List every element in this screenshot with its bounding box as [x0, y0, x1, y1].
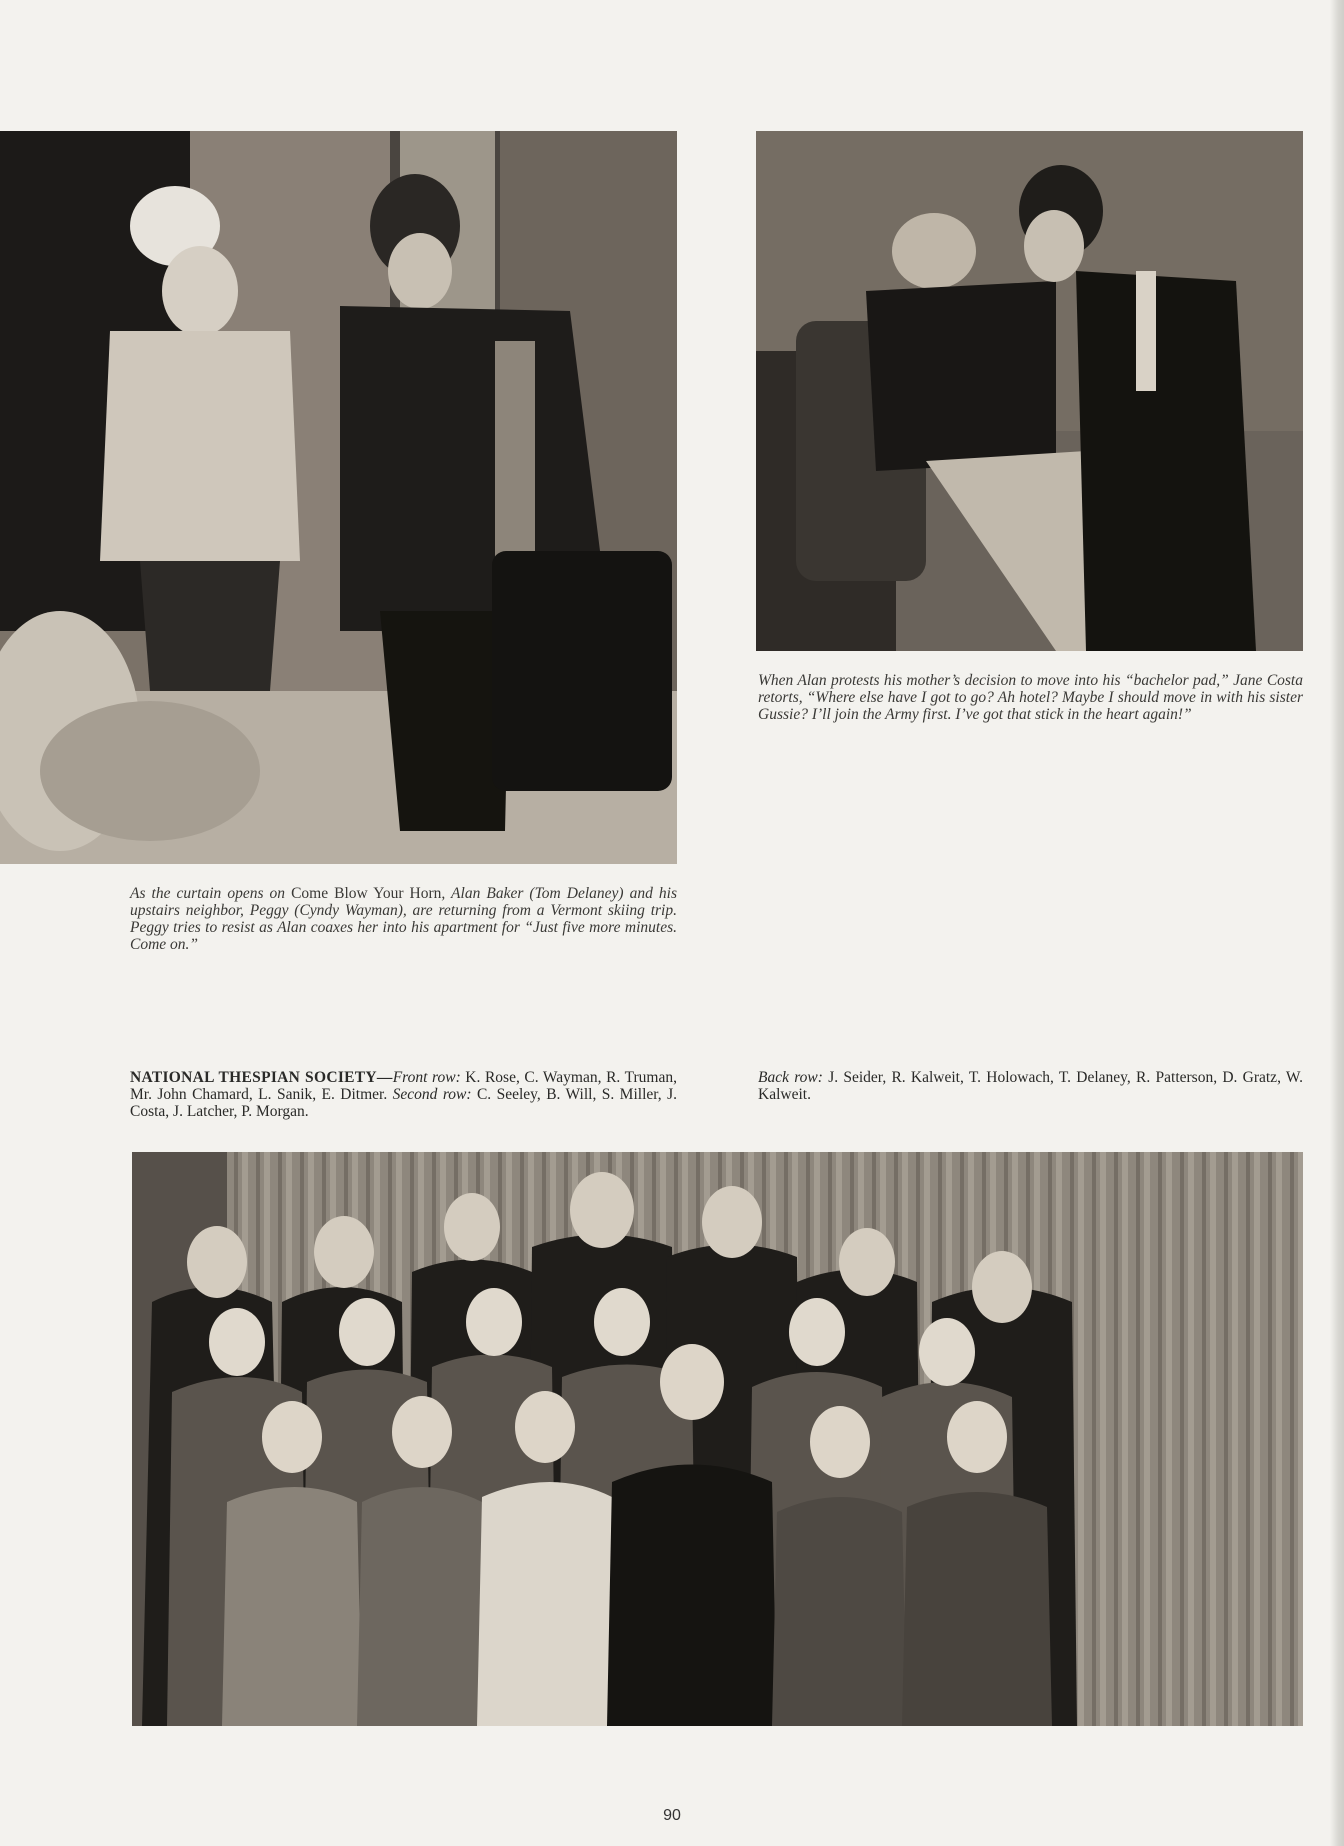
group-caption-right: [758, 1069, 1303, 1103]
photo-stage-mother: [756, 131, 1303, 651]
photo-stage-suitcase-image: [0, 131, 677, 864]
back-row-label: Back row:: [758, 1069, 823, 1086]
caption-left: [130, 885, 677, 953]
group-title: NATIONAL THESPIAN SOCIETY—: [130, 1069, 393, 1086]
photo-group-image: [132, 1152, 1303, 1726]
front-row-label: Front row:: [392, 1069, 461, 1086]
caption-left-part2: , Alan Baker (Tom Delaney) and his upstairs neighbor, Peggy (Cyndy Wayman), are returning from a Vermont skiing trip. Peggy tries to resist as Alan coaxes her into his apartment for “Just five more minutes. Come on.”: [130, 885, 677, 953]
caption-left-part1: As the curtain opens on: [130, 885, 292, 902]
photo-stage-mother-image: [756, 131, 1303, 651]
second-row-names: C. Seeley, B. Will, S. Miller, J. Costa, J. Latcher, P. Morgan.: [130, 1086, 677, 1120]
group-caption-left: [130, 1069, 677, 1120]
page-number: 90: [663, 1807, 681, 1824]
caption-right: [758, 672, 1303, 723]
second-row-label: Second row:: [392, 1086, 472, 1103]
caption-right-text: When Alan protests his mother’s decision to move into his “bachelor pad,” Jane Costa retorts, “Where else have I got to go? Ah hotel? Maybe I should move in with his sister Gussie? I’ll join the Army first. I’ve got that stick in the heart again!”: [758, 672, 1303, 723]
photo-stage-suitcase: [0, 131, 677, 864]
front-row-names: K. Rose, C. Wayman, R. Truman, Mr. John Chamard, L. Sanik, E. Ditmer.: [130, 1069, 677, 1103]
back-row-names: J. Seider, R. Kalweit, T. Holowach, T. Delaney, R. Patterson, D. Gratz, W. Kalweit.: [758, 1069, 1303, 1103]
photo-group: [132, 1152, 1303, 1726]
page-edge-shadow: [1330, 0, 1344, 1846]
caption-left-play-title: Come Blow Your Horn: [291, 885, 442, 902]
